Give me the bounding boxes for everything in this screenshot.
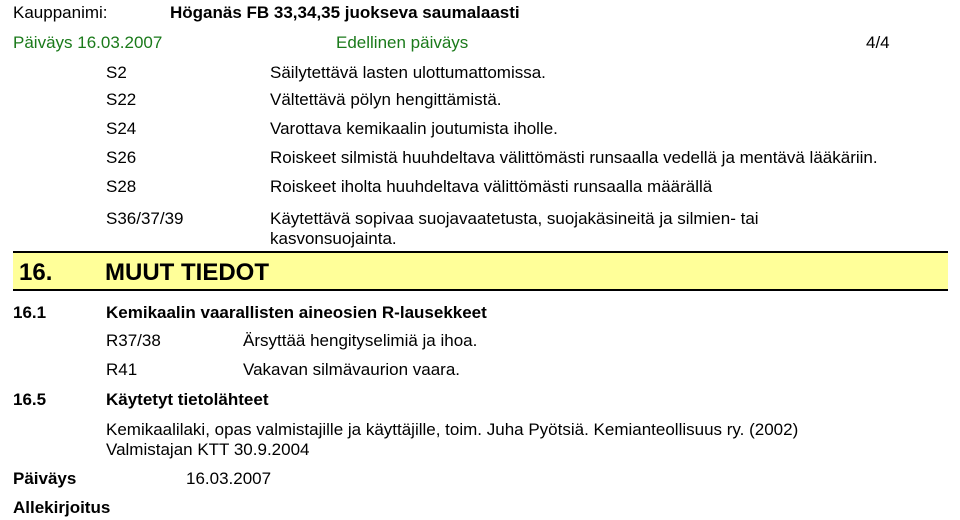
footer-date-value: 16.03.2007 — [186, 469, 272, 488]
section-16-1-number: 16.1 — [13, 303, 47, 322]
previous-date-label: Edellinen päiväys — [336, 33, 469, 52]
r-phrase-code: R37/38 — [106, 331, 161, 350]
page-number: 4/4 — [866, 33, 890, 52]
s-phrase-code: S22 — [106, 90, 137, 109]
section-16-title: MUUT TIEDOT — [105, 259, 269, 286]
section-16-1-title: Kemikaalin vaarallisten aineosien R-lausekkeet — [106, 303, 487, 322]
section-16-heading — [13, 251, 948, 291]
section-16-number: 16. — [19, 259, 53, 286]
s-phrase-text-continued: kasvonsuojainta. — [270, 229, 397, 248]
trade-name-label: Kauppanimi: — [13, 3, 108, 22]
s-phrase-code: S28 — [106, 177, 137, 196]
s-phrase-code: S26 — [106, 148, 137, 167]
s-phrase-text: Säilytettävä lasten ulottumattomissa. — [270, 63, 546, 82]
document-date: Päiväys 16.03.2007 — [13, 33, 163, 52]
s-phrase-text: Käytettävä sopivaa suojavaatetusta, suojakäsineitä ja silmien- tai — [270, 209, 759, 228]
s-phrase-text: Varottava kemikaalin joutumista iholle. — [270, 119, 558, 138]
sources-line-2: Valmistajan KTT 30.9.2004 — [106, 440, 310, 459]
s-phrase-text: Roiskeet silmistä huuhdeltava välittömästi runsaalla vedellä ja mentävä lääkäriin. — [270, 148, 878, 167]
trade-name: Höganäs FB 33,34,35 juokseva saumalaasti — [170, 3, 520, 22]
section-16-5-number: 16.5 — [13, 390, 47, 409]
footer-date-label: Päiväys — [13, 469, 77, 488]
s-phrase-code: S36/37/39 — [106, 209, 184, 228]
r-phrase-text: Vakavan silmävaurion vaara. — [243, 360, 461, 379]
s-phrase-code: S2 — [106, 63, 127, 82]
section-16-5-title: Käytetyt tietolähteet — [106, 390, 269, 409]
r-phrase-text: Ärsyttää hengityselimiä ja ihoa. — [243, 331, 478, 350]
signature-label: Allekirjoitus — [13, 498, 111, 517]
sources-line-1: Kemikaalilaki, opas valmistajille ja käyttäjille, toim. Juha Pyötsiä. Kemianteollisuus ry. (2002) — [106, 420, 799, 439]
s-phrase-text: Roiskeet iholta huuhdeltava välittömästi runsaalla määrällä — [270, 177, 713, 196]
s-phrase-code: S24 — [106, 119, 137, 138]
s-phrase-text: Vältettävä pölyn hengittämistä. — [270, 90, 502, 109]
r-phrase-code: R41 — [106, 360, 138, 379]
